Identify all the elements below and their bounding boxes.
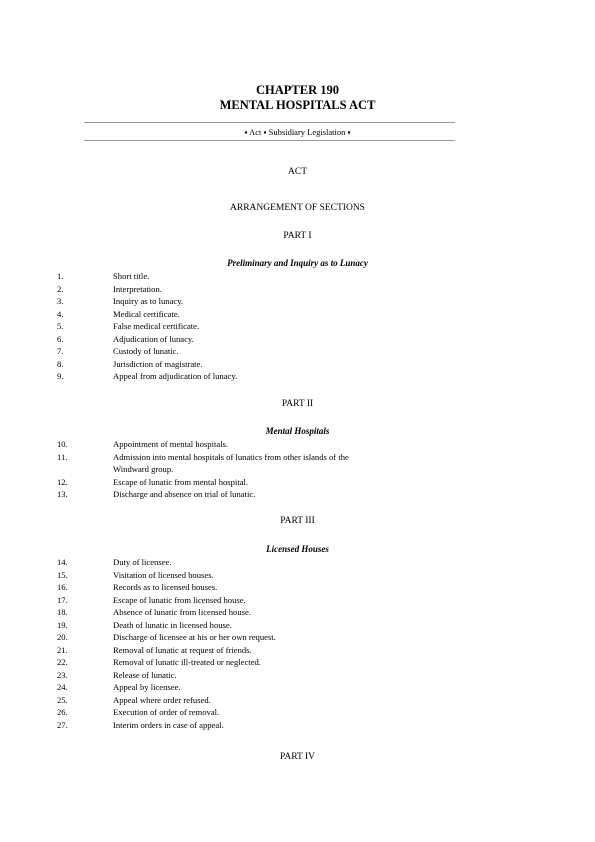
bottom-divider [84,140,455,141]
section-title: Escape of lunatic from licensed house. [113,594,246,605]
section-title: Release of lunatic. [113,669,177,680]
section-number: 20. [57,632,68,642]
section-number: 6. [57,333,64,344]
section-title: Visitation of licensed houses. [113,569,214,580]
section-number: 25. [57,694,68,705]
subsidiary-legislation-link[interactable]: Subsidiary Legislation [268,127,346,137]
part-subtitle: Preliminary and Inquiry as to Lunacy [227,258,368,268]
part-subtitle: Licensed Houses [266,544,329,554]
section-title: Inquiry as to lunacy. [113,296,184,306]
chapter-number: CHAPTER 190 [256,83,339,97]
section-title: Appeal where order refused. [113,694,211,705]
section-title: Escape of lunatic from mental hospital. [113,476,249,487]
section-number: 3. [57,296,64,306]
nav-bullet: ▪ [263,127,267,137]
section-title: False medical certificate. [113,321,200,331]
section-number: 16. [57,582,68,592]
section-title: Interim orders in case of appeal. [113,719,224,730]
top-divider [84,122,455,123]
section-title: Discharge and absence on trial of lunatic. [113,489,256,499]
act-heading: ACT [288,167,307,177]
section-title: Removal of lunatic at request of friends. [113,644,252,655]
part-heading: PART I [283,231,312,241]
section-number: 8. [57,358,64,369]
section-nav [0,127,595,137]
section-title: Admission into mental hospitals of lunatics from other islands of the [113,451,349,462]
section-number: 13. [57,489,68,499]
nav-bullet: ▪ [244,127,248,137]
section-title: Appointment of mental hospitals. [113,439,229,449]
section-title: Appeal by licensee. [113,682,181,692]
section-title: Appeal from adjudication of lunacy. [113,371,238,381]
section-title: Death of lunatic in licensed house. [113,619,232,630]
section-number: 23. [57,669,68,680]
section-number: 26. [57,707,68,717]
section-title: Jurisdiction of magistrate. [113,358,203,369]
section-number: 1. [57,271,64,281]
section-title: Duty of licensee. [113,557,172,567]
section-number: 14. [57,557,68,567]
section-number: 21. [57,644,68,655]
section-number: 10. [57,439,68,449]
section-number: 19. [57,619,68,630]
section-title: Medical certificate. [113,308,180,319]
section-number: 17. [57,594,68,605]
part-heading: PART IV [279,752,316,762]
section-number: 12. [57,476,68,487]
section-title: Windward group. [113,464,174,474]
act-link[interactable]: Act [249,127,262,137]
section-number: 9. [57,371,64,381]
section-title: Custody of lunatic. [113,346,179,356]
section-title: Interpretation. [113,283,162,294]
nav-bullet: ▪ [347,127,351,137]
section-number: 5. [57,321,64,331]
section-title: Absence of lunatic from licensed house. [113,607,251,617]
section-title: Adjudication of lunacy. [113,333,194,344]
section-number: 4. [57,308,64,319]
part-heading: PART III [280,516,315,526]
arrangement-heading: ARRANGEMENT OF SECTIONS [230,203,365,213]
section-number: 7. [57,346,64,356]
section-title: Short title. [113,271,150,281]
section-number: 22. [57,657,68,667]
section-number: 24. [57,682,68,692]
section-title: Execution of order of removal. [113,707,220,717]
section-number: 11. [57,451,68,462]
section-title: Removal of lunatic ill-treated or neglected. [113,657,261,667]
section-title: Records as to licensed houses. [113,582,218,592]
section-title: Discharge of licensee at his or her own request. [113,632,276,642]
section-number: 18. [57,607,68,617]
part-subtitle: Mental Hospitals [265,426,330,436]
act-title: MENTAL HOSPITALS ACT [219,98,376,112]
section-number: 27. [57,719,68,730]
section-number: 2. [57,283,64,294]
section-number: 15. [57,569,68,580]
part-heading: PART II [281,399,314,409]
